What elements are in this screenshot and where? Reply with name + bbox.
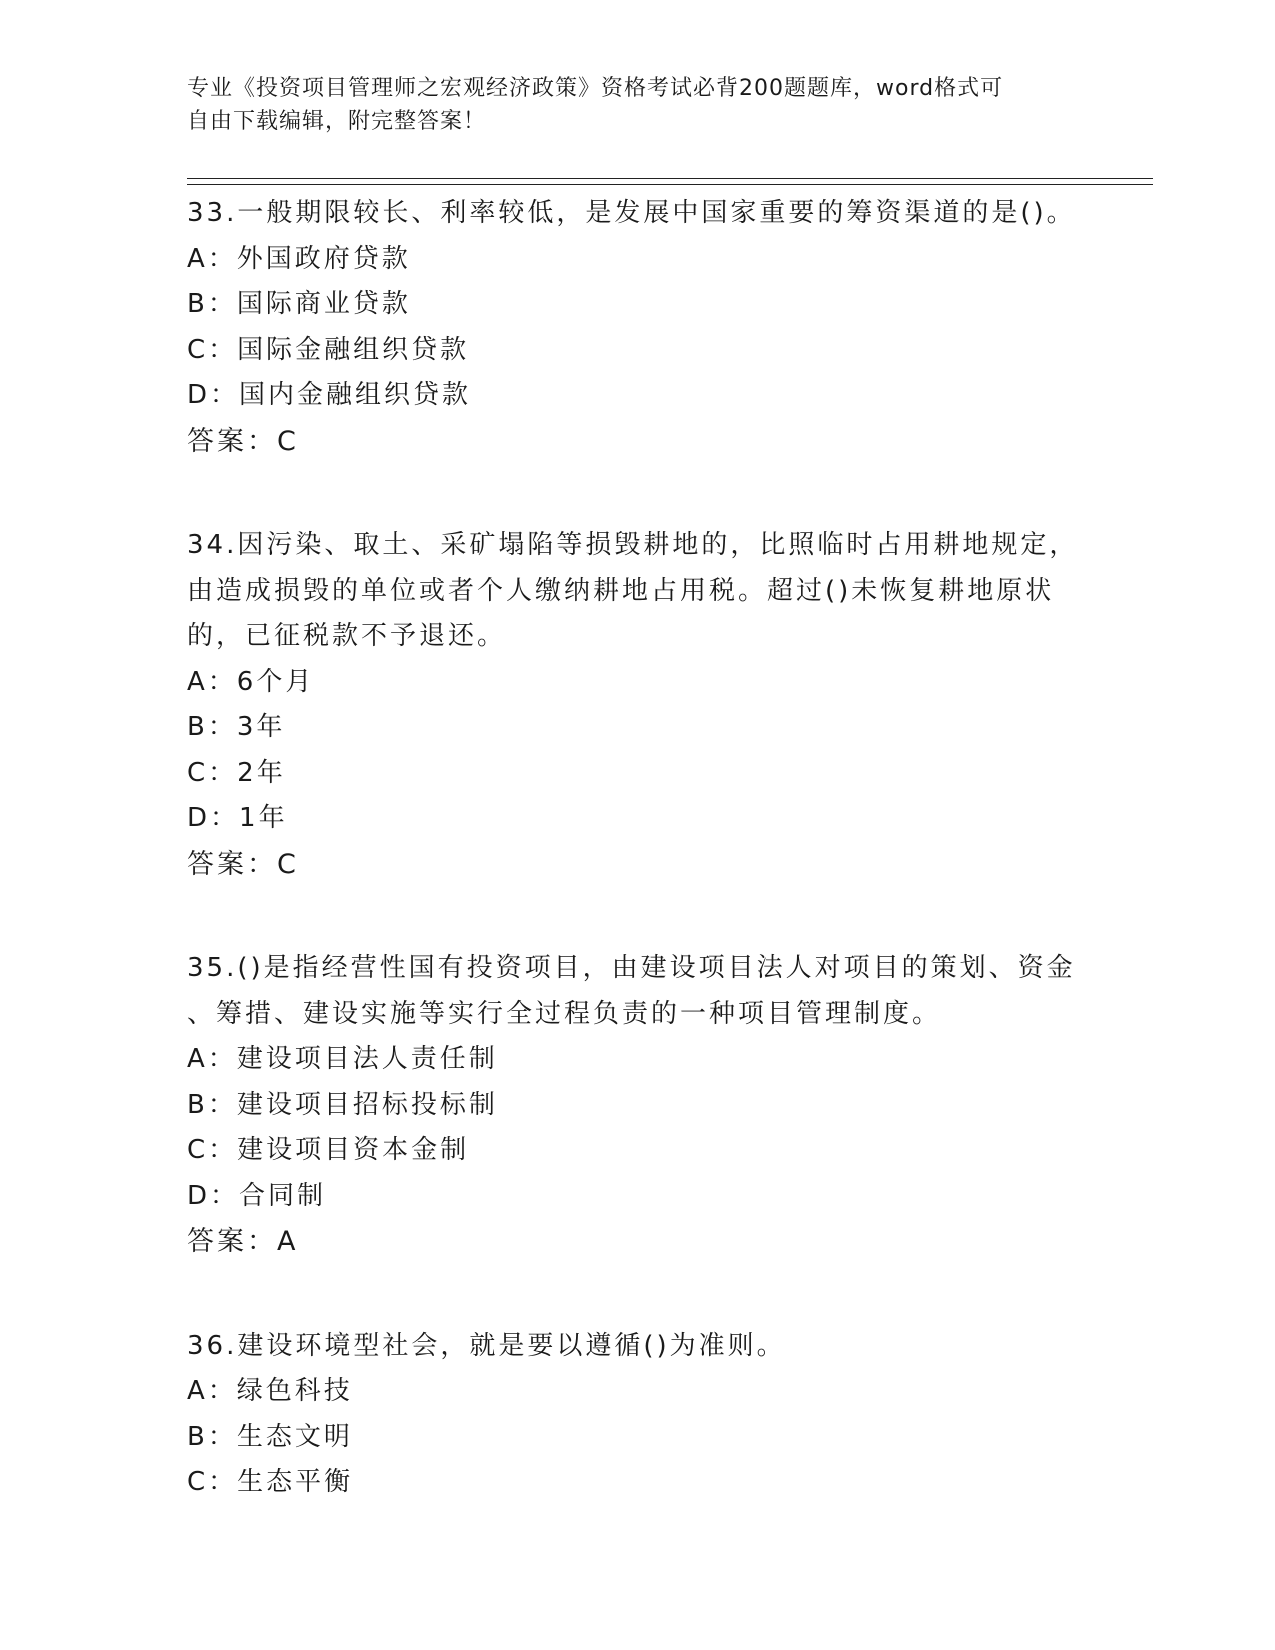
- question-34: [187, 523, 1087, 887]
- option-c: C：生态平衡: [187, 1467, 354, 1497]
- option-c: C：国际金融组织贷款: [187, 334, 470, 365]
- header-divider-top: [187, 178, 1153, 179]
- option-d: D：1年: [187, 803, 288, 833]
- answer: 答案：C: [187, 425, 299, 457]
- question-36: [187, 1324, 1087, 1506]
- question-stem: 33.一般期限较长、利率较低，是发展中国家重要的筹资渠道的是()。: [187, 198, 1076, 228]
- question-stem-line-2: 由造成损毁的单位或者个人缴纳耕地占用税。超过()未恢复耕地原状: [187, 575, 1055, 606]
- option-b: B：3年: [187, 712, 286, 742]
- question-stem-line-1: 35.()是指经营性国有投资项目，由建设项目法人对项目的策划、资金: [187, 953, 1076, 983]
- option-d: D：合同制: [187, 1180, 327, 1211]
- option-b: B：国际商业贷款: [187, 289, 411, 319]
- option-c: C：2年: [187, 757, 286, 788]
- option-b: B：生态文明: [187, 1421, 353, 1452]
- question-stem-line-2: 、筹措、建设实施等实行全过程负责的一种项目管理制度。: [187, 998, 942, 1029]
- answer: 答案：C: [187, 848, 299, 880]
- option-c: C：建设项目资本金制: [187, 1135, 470, 1165]
- header-divider-bottom: [187, 184, 1153, 185]
- question-33: [187, 191, 1087, 464]
- option-d: D：国内金融组织贷款: [187, 380, 472, 410]
- option-a: A：绿色科技: [187, 1376, 353, 1406]
- question-stem-line-1: 34.因污染、取土、采矿塌陷等损毁耕地的，比照临时占用耕地规定，: [187, 530, 1079, 560]
- option-b: B：建设项目招标投标制: [187, 1089, 498, 1120]
- option-a: A：建设项目法人责任制: [187, 1044, 498, 1074]
- question-35: [187, 946, 1087, 1265]
- option-a: A：6个月: [187, 666, 315, 697]
- answer: 答案：A: [187, 1226, 299, 1257]
- option-a: A：外国政府贷款: [187, 243, 411, 274]
- question-stem: 36.建设环境型社会，就是要以遵循()为准则。: [187, 1330, 786, 1361]
- header-line-1: 专业《投资项目管理师之宏观经济政策》资格考试必背200题题库，word格式可: [187, 76, 1004, 101]
- question-list: [187, 191, 1087, 1565]
- header-line-2: 自由下载编辑，附完整答案！: [187, 109, 487, 134]
- document-header: [187, 72, 1087, 138]
- question-stem-line-3: 的，已征税款不予退还。: [187, 621, 507, 651]
